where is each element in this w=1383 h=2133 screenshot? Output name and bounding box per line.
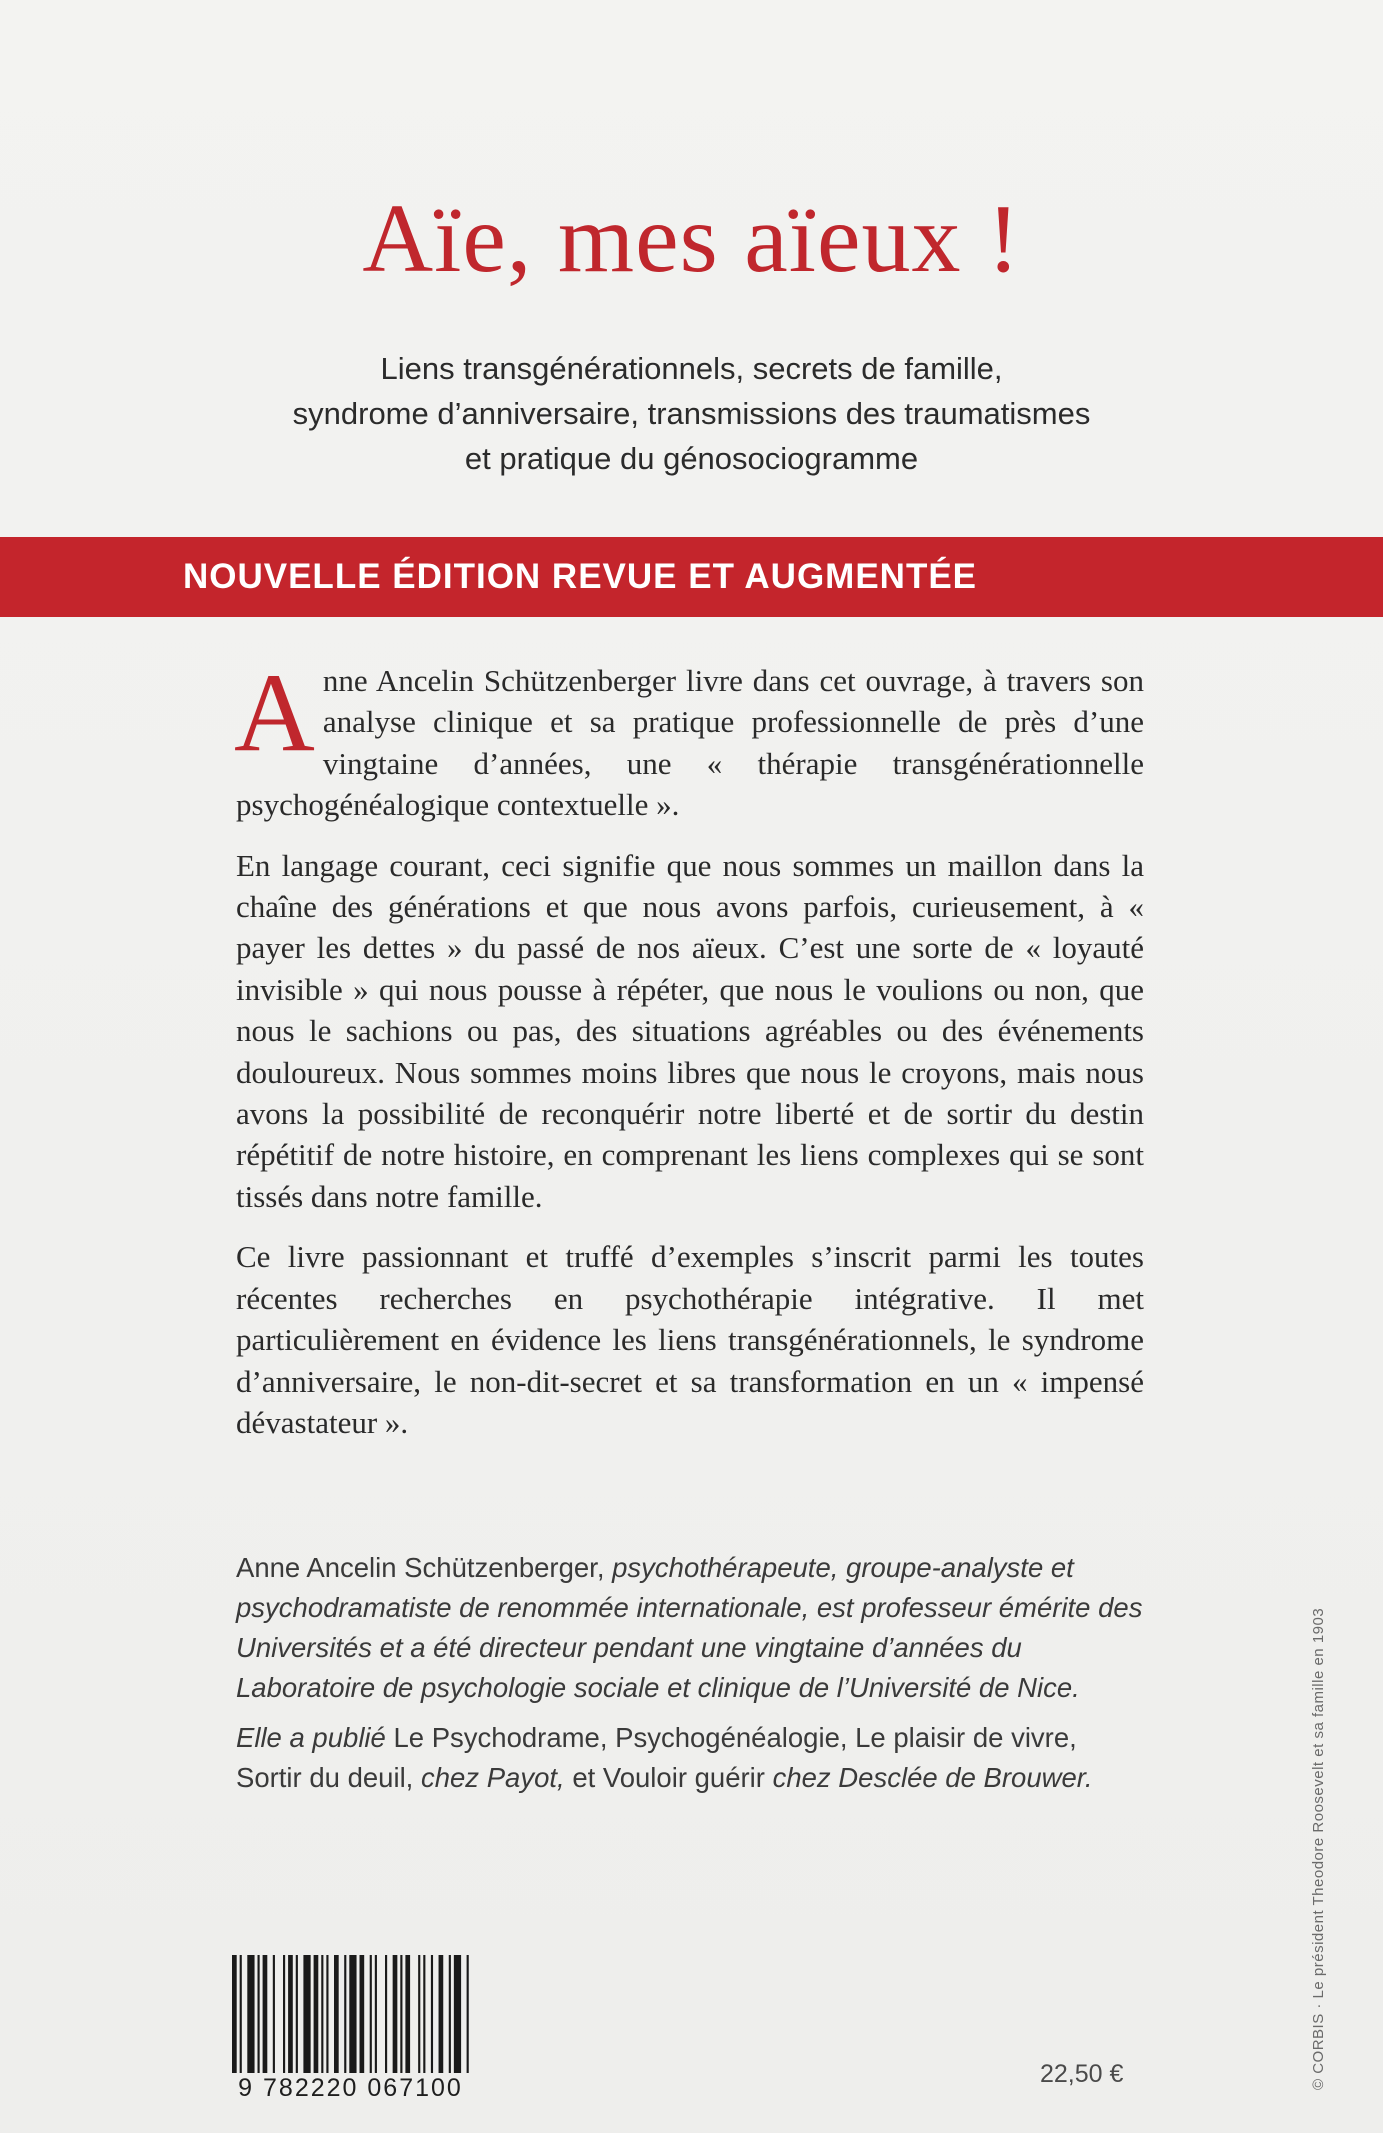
barcode-bar — [240, 1955, 242, 2073]
barcode-bar — [344, 1955, 346, 2073]
blurb-paragraph-1 — [234, 651, 1144, 826]
barcode-bar — [314, 1955, 319, 2073]
barcode-bar — [370, 1955, 372, 2073]
photo-credit — [1310, 1607, 1340, 2090]
barcode-bar — [405, 1955, 410, 2073]
subtitle-line: et pratique du génosociogramme — [464, 441, 919, 476]
barcode-bar — [439, 1955, 444, 2073]
blurb-paragraph-2: En langage courant, ceci signifie que nous sommes un maillon dans la chaîne des générations et que nous avons parfois, curieusement, à « payer les dettes » du passé de nos aïeux. C’est une sorte de « loyauté invisible » qui nous pousse à répéter, que nous le voulions ou non, que nous le sachions ou pas, des situations agréables ou des événements douloureux. Nous sommes moins libres que nous le croyons, mais nous avons la possibilité de reconquérir notre liberté et de sortir du destin répétitif de notre histoire, en comprenant les liens complexes qui se sont tissés dans notre famille. — [236, 847, 1144, 1214]
barcode-bar — [273, 1955, 275, 2073]
publications-connector: et — [572, 1762, 603, 1793]
edition-banner-text: NOUVELLE ÉDITION REVUE ET AUGMENTÉE — [182, 557, 978, 596]
publication-title-vouloir-guerir: Vouloir guérir — [602, 1762, 765, 1793]
barcode-bar — [263, 1955, 268, 2073]
edition-banner — [0, 537, 1383, 617]
subtitle-line: Liens transgénérationnels, secrets de famille, — [380, 351, 1003, 386]
blurb-text — [234, 651, 1144, 1462]
publisher-payot: chez Payot, — [413, 1762, 573, 1793]
isbn-digits: 9 782220 067100 — [238, 2074, 463, 2102]
book-subtitle — [0, 346, 1383, 481]
barcode-bar — [334, 1955, 339, 2073]
barcode-bar — [467, 1955, 469, 2073]
barcode-bar — [247, 1955, 254, 2073]
barcode-bar — [454, 1955, 461, 2073]
barcode-bar — [449, 1955, 451, 2073]
barcode-bar — [258, 1955, 260, 2073]
barcode-bar — [321, 1955, 323, 2073]
barcode-bar — [303, 1955, 310, 2073]
author-description: psychothérapeute, groupe-analyste et psychodramatiste de renommée internationale, est professeur émérite des Universités et a été directeur pendant une vingtaine d’années du Laboratoire de psychologie sociale et clinique de l’Université de Nice. — [236, 1552, 1143, 1703]
blurb-paragraph-1-text: nne Ancelin Schützenberger livre dans cet ouvrage, à travers son analyse clinique et sa pratique professionnelle de près d’une vingtaine d’années, une « thérapie transgénérationnelle psychogénéalogique contextuelle ». — [236, 663, 1144, 823]
barcode-bar — [296, 1955, 298, 2073]
barcode-bar — [385, 1955, 387, 2073]
publisher-desclee: chez Desclée de Brouwer. — [764, 1762, 1093, 1793]
publications-intro: Elle a publié — [236, 1722, 394, 1753]
subtitle-line: syndrome d’anniversaire, transmissions des traumatismes — [292, 396, 1091, 431]
barcode-bar — [288, 1955, 293, 2073]
barcode-bar — [393, 1955, 398, 2073]
author-publications — [236, 1718, 1144, 1798]
barcode-bar — [349, 1955, 356, 2073]
blurb-paragraph-3: Ce livre passionnant et truffé d’exemples s’inscrit parmi les toutes récentes recherches en psychothérapie intégrative. Il met particulièrement en évidence les liens transgénérationnels, le syndrome d’anniversaire, le non-dit-secret et sa transformation en un « impensé dévastateur ». — [236, 1239, 1144, 1440]
barcode-bar — [283, 1955, 285, 2073]
barcode-bar — [232, 1955, 237, 2073]
author-name: Anne Ancelin Schützenberger, — [236, 1552, 605, 1583]
author-bio — [236, 1548, 1144, 1808]
photo-credit-text: © CORBIS · Le président Theodore Roosevelt et sa famille en 1903 — [1310, 1607, 1327, 2090]
drop-cap: A — [234, 651, 315, 775]
publication-titles: Le Psychodrame, Psychogénéalogie, Le plaisir de vivre, Sortir du deuil, — [236, 1722, 1077, 1793]
barcode-bar — [431, 1955, 433, 2073]
price-label: 22,50 € — [1040, 2060, 1124, 2088]
barcode-bar — [423, 1955, 425, 2073]
barcode-bar — [400, 1955, 402, 2073]
author-bio-paragraph — [236, 1548, 1144, 1708]
barcode-bar — [375, 1955, 377, 2073]
isbn-barcode — [228, 1955, 473, 2115]
barcode-bar — [418, 1955, 420, 2073]
barcode-bars — [228, 1955, 473, 2073]
book-title: Aïe, mes aïeux ! — [362, 185, 1021, 293]
barcode-bar — [360, 1955, 365, 2073]
barcode-bar — [326, 1955, 328, 2073]
